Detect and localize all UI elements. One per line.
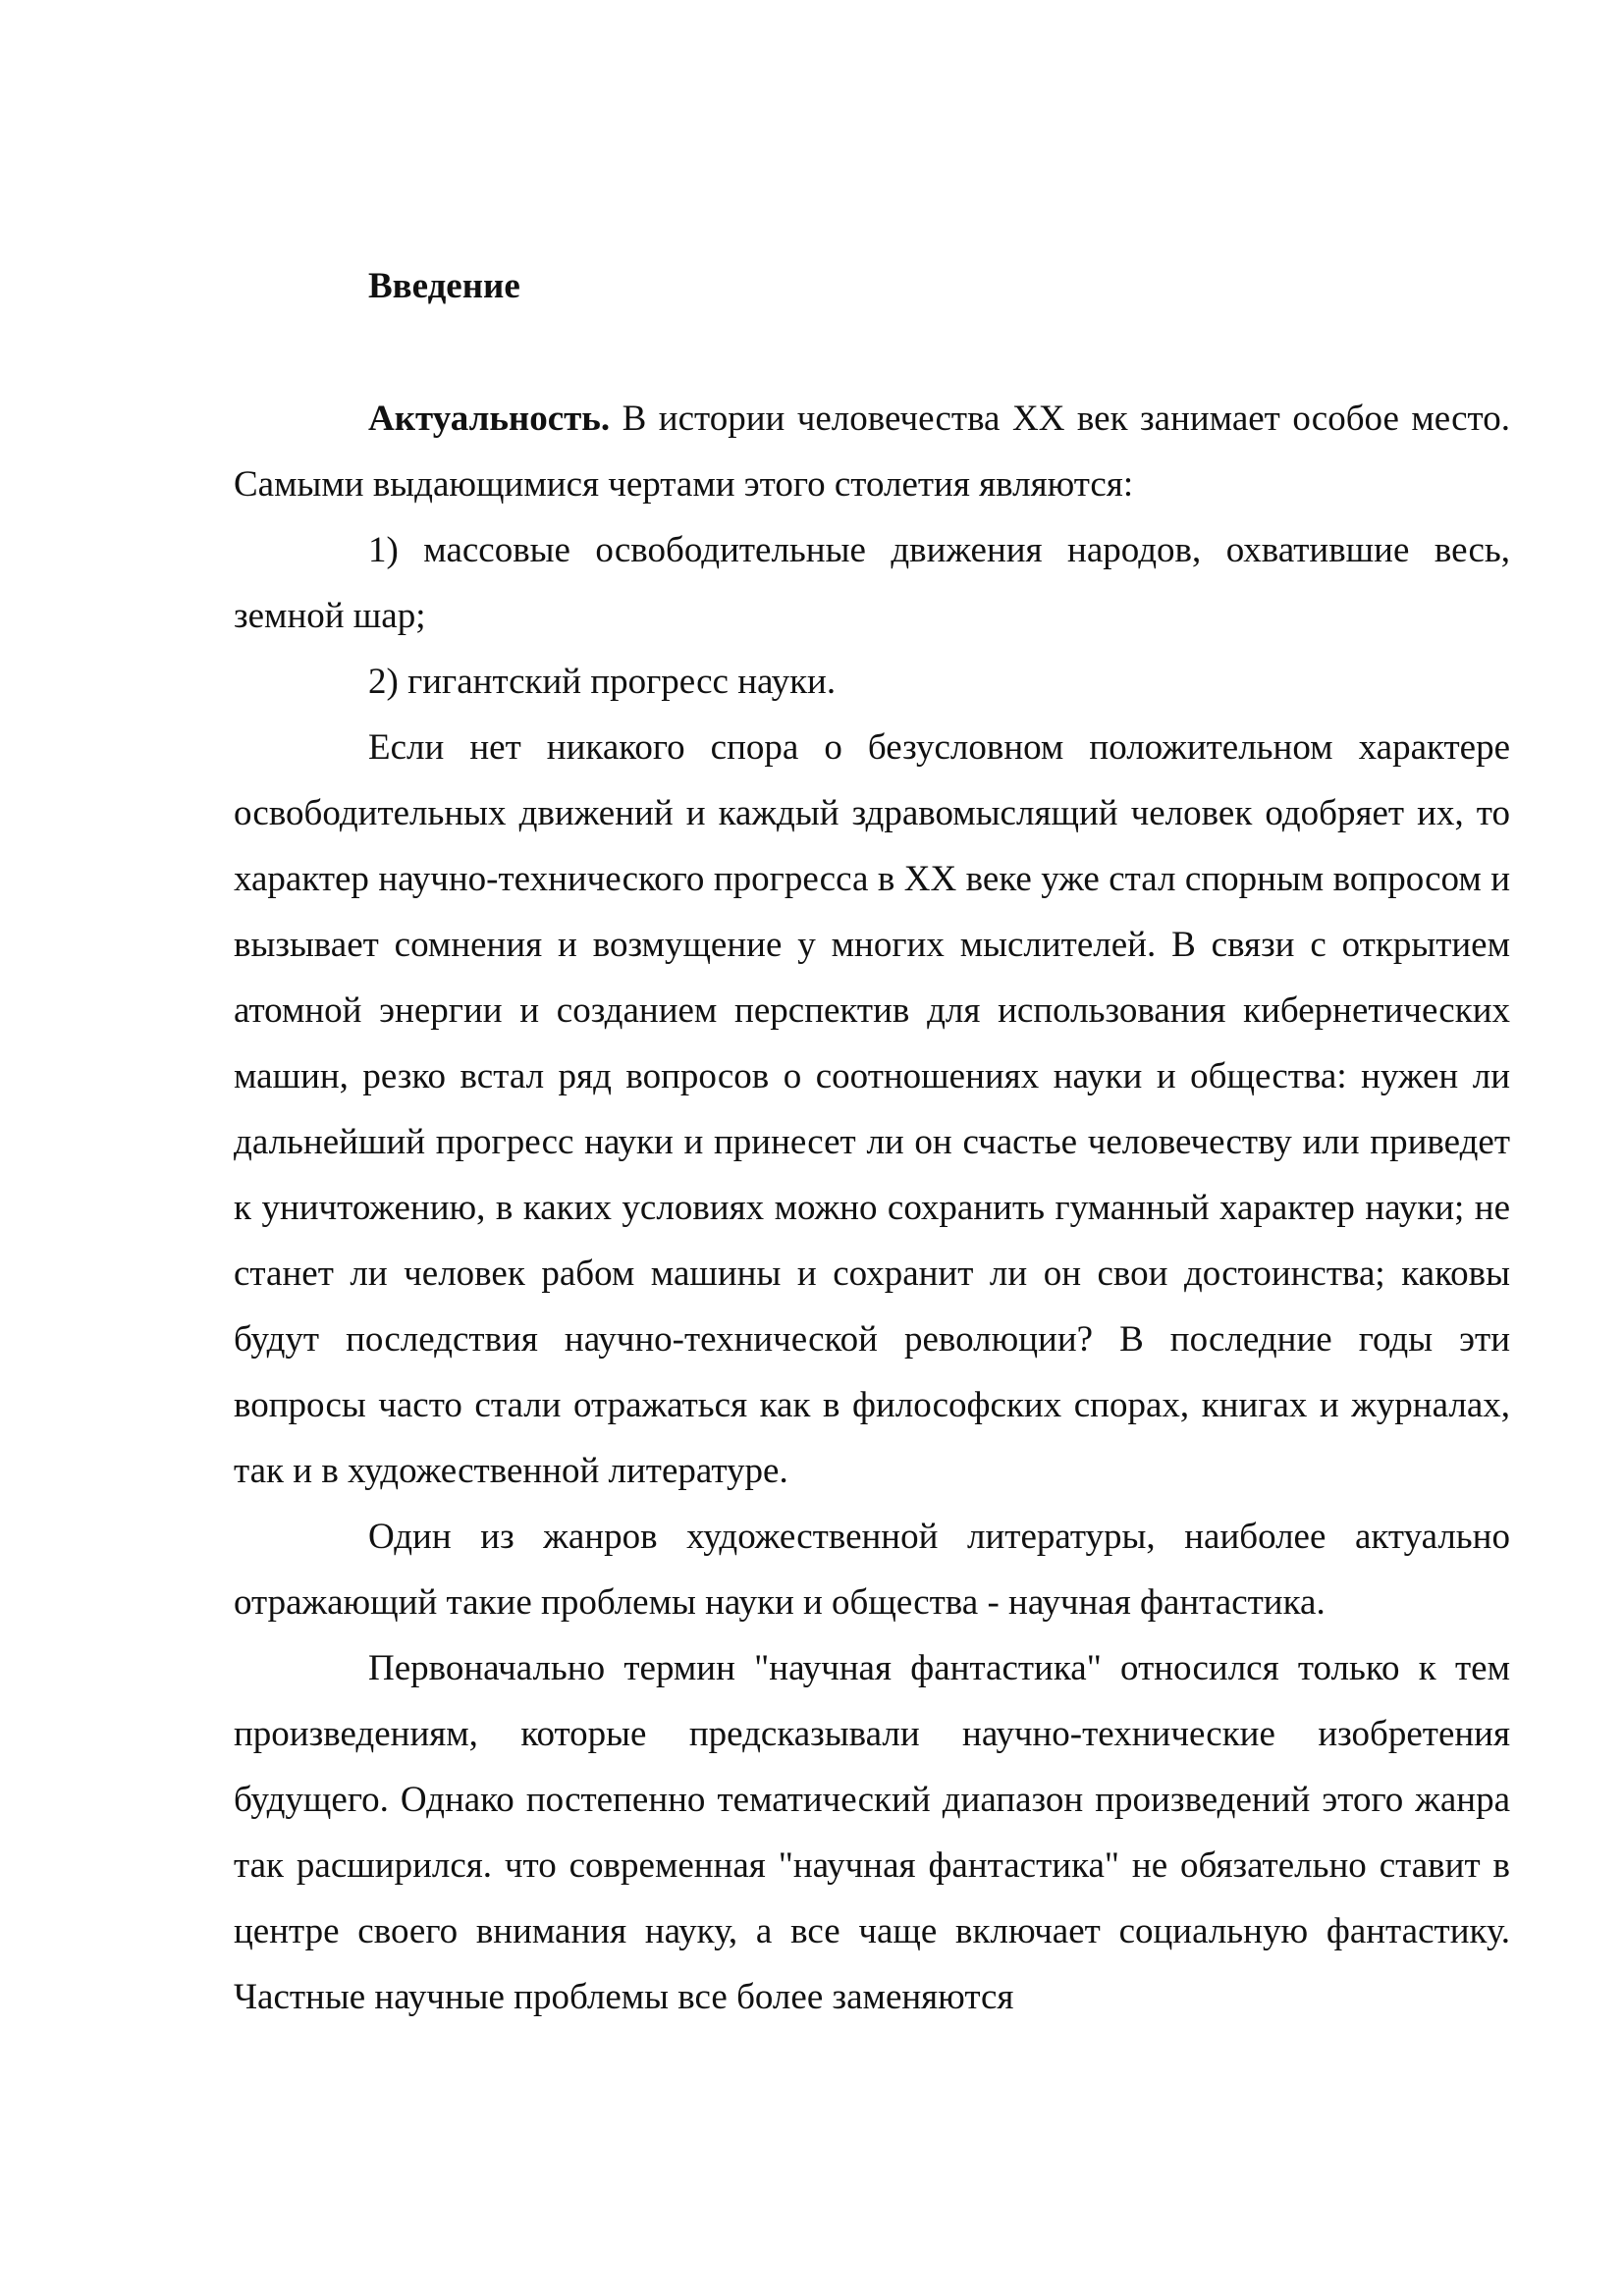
relevance-text: В истории человечества XX век занимает особое место. Самыми выдающимися чертами этого столетия являются: [234,399,1510,505]
paragraph-relevance [234,386,1510,517]
paragraph-list-item-2: 2) гигантский прогресс науки. [368,662,837,702]
paragraph-list-item-1: 1) массовые освободительные движения народов, охватившие весь, земной шар; [234,530,1510,636]
paragraph-progress-debate: Если нет никакого спора о безусловном положительном характере освободительных движений и каждый здравомыслящий человек одобряет их, то характер научно-технического прогресса в XX веке уже стал спорным вопросом и вызывает сомнения и возмущение у многих мыслителей. В связи с открытием атомной энергии и созданием перспектив для использования кибернетических машин, резко встал ряд вопросов о соотношениях науки и общества: нужен ли дальнейший прогресс науки и принесет ли он счастье человечеству или приведет к уничтожению, в каких условиях можно сохранить гуманный характер науки; не станет ли человек рабом машины и сохранит ли он свои достоинства; каковы будут последствия научно-технической революции? В последние годы эти вопросы часто стали отражаться как в философских спорах, книгах и журналах, так и в художественной литературе. [234,727,1510,1491]
paragraph-science-fiction-genre: Один из жанров художественной литературы, наиболее актуально отражающий такие проблемы науки и общества - научная фантастика. [234,1517,1510,1623]
paragraph-term-origin: Первоначально термин "научная фантастика" относился только к тем произведениям, которые предсказывали научно-технические изобретения будущего. Однако постепенно тематический диапазон произведений этого жанра так расширился. что современная "научная фантастика" не обязательно ставит в центре своего внимания науку, а все чаще включает социальную фантастику. Частные научные проблемы все более заменяются [234,1648,1510,2017]
relevance-label: Актуальность. [368,399,611,439]
document-body [234,253,1510,2030]
section-heading: Введение [368,266,520,306]
